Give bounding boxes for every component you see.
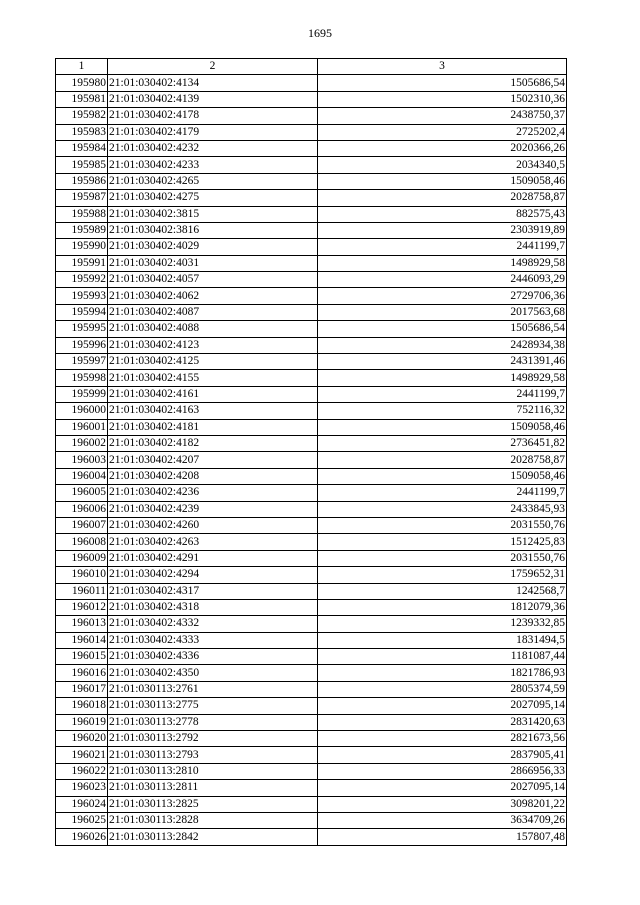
cadastral-number: 21:01:030402:4139 bbox=[108, 91, 318, 107]
cadastral-number: 21:01:030402:4182 bbox=[108, 435, 318, 451]
row-number: 196012 bbox=[56, 599, 108, 615]
table-row bbox=[56, 550, 567, 566]
cadastral-value: 1242568,7 bbox=[318, 583, 567, 599]
table-row bbox=[56, 583, 567, 599]
table-row bbox=[56, 501, 567, 517]
row-number: 196021 bbox=[56, 747, 108, 763]
row-number: 196008 bbox=[56, 534, 108, 550]
row-number: 195983 bbox=[56, 124, 108, 140]
row-number: 196018 bbox=[56, 698, 108, 714]
table-row bbox=[56, 632, 567, 648]
row-number: 195980 bbox=[56, 75, 108, 91]
cadastral-number: 21:01:030402:3816 bbox=[108, 222, 318, 238]
cadastral-value: 2438750,37 bbox=[318, 108, 567, 124]
table-row bbox=[56, 239, 567, 255]
cadastral-number: 21:01:030113:2792 bbox=[108, 731, 318, 747]
row-number: 196026 bbox=[56, 829, 108, 845]
table-row bbox=[56, 714, 567, 730]
cadastral-number: 21:01:030402:4275 bbox=[108, 190, 318, 206]
cadastral-value: 1498929,58 bbox=[318, 255, 567, 271]
row-number: 196005 bbox=[56, 485, 108, 501]
cadastral-value: 752116,32 bbox=[318, 403, 567, 419]
cadastral-number: 21:01:030402:4088 bbox=[108, 321, 318, 337]
row-number: 196003 bbox=[56, 452, 108, 468]
table-row bbox=[56, 485, 567, 501]
cadastral-value: 1759652,31 bbox=[318, 567, 567, 583]
row-number: 196016 bbox=[56, 665, 108, 681]
cadastral-number: 21:01:030402:4125 bbox=[108, 354, 318, 370]
cadastral-value: 2821673,56 bbox=[318, 731, 567, 747]
row-number: 195993 bbox=[56, 288, 108, 304]
cadastral-number: 21:01:030402:4207 bbox=[108, 452, 318, 468]
row-number: 196019 bbox=[56, 714, 108, 730]
row-number: 196007 bbox=[56, 517, 108, 533]
cadastral-number: 21:01:030402:4155 bbox=[108, 370, 318, 386]
row-number: 196013 bbox=[56, 616, 108, 632]
row-number: 195997 bbox=[56, 354, 108, 370]
table-row bbox=[56, 649, 567, 665]
row-number: 195991 bbox=[56, 255, 108, 271]
cadastral-number: 21:01:030402:4057 bbox=[108, 272, 318, 288]
cadastral-value: 1505686,54 bbox=[318, 75, 567, 91]
table-row bbox=[56, 124, 567, 140]
row-number: 195992 bbox=[56, 272, 108, 288]
table-row bbox=[56, 288, 567, 304]
cadastral-value: 1498929,58 bbox=[318, 370, 567, 386]
table-row bbox=[56, 812, 567, 828]
cadastral-number: 21:01:030402:4134 bbox=[108, 75, 318, 91]
table-row bbox=[56, 354, 567, 370]
cadastral-number: 21:01:030402:4263 bbox=[108, 534, 318, 550]
row-number: 195985 bbox=[56, 157, 108, 173]
cadastral-number: 21:01:030113:2825 bbox=[108, 796, 318, 812]
cadastral-number: 21:01:030402:4031 bbox=[108, 255, 318, 271]
table-row bbox=[56, 304, 567, 320]
row-number: 195994 bbox=[56, 304, 108, 320]
cadastral-value: 2433845,93 bbox=[318, 501, 567, 517]
table-row bbox=[56, 222, 567, 238]
table-row bbox=[56, 206, 567, 222]
table-row bbox=[56, 780, 567, 796]
cadastral-value: 2805374,59 bbox=[318, 681, 567, 697]
row-number: 196010 bbox=[56, 567, 108, 583]
row-number: 195998 bbox=[56, 370, 108, 386]
table-row bbox=[56, 173, 567, 189]
column-header-2: 2 bbox=[108, 59, 318, 75]
cadastral-value: 1181087,44 bbox=[318, 649, 567, 665]
row-number: 196025 bbox=[56, 812, 108, 828]
cadastral-value: 2837905,41 bbox=[318, 747, 567, 763]
row-number: 195986 bbox=[56, 173, 108, 189]
row-number: 195981 bbox=[56, 91, 108, 107]
table-row bbox=[56, 157, 567, 173]
table-row bbox=[56, 517, 567, 533]
cadastral-value: 2303919,89 bbox=[318, 222, 567, 238]
cadastral-number: 21:01:030402:4233 bbox=[108, 157, 318, 173]
row-number: 196000 bbox=[56, 403, 108, 419]
cadastral-value: 1509058,46 bbox=[318, 173, 567, 189]
row-number: 196011 bbox=[56, 583, 108, 599]
page-number: 1695 bbox=[308, 26, 332, 40]
table-row bbox=[56, 370, 567, 386]
cadastral-number: 21:01:030402:4294 bbox=[108, 567, 318, 583]
cadastral-value: 2446093,29 bbox=[318, 272, 567, 288]
cadastral-number: 21:01:030402:4208 bbox=[108, 468, 318, 484]
table-row bbox=[56, 616, 567, 632]
cadastral-value: 1505686,54 bbox=[318, 321, 567, 337]
cadastral-number: 21:01:030402:4062 bbox=[108, 288, 318, 304]
row-number: 196009 bbox=[56, 550, 108, 566]
cadastral-value: 1239332,85 bbox=[318, 616, 567, 632]
cadastral-value: 1512425,83 bbox=[318, 534, 567, 550]
row-number: 195988 bbox=[56, 206, 108, 222]
row-number: 196002 bbox=[56, 435, 108, 451]
cadastral-number: 21:01:030402:4163 bbox=[108, 403, 318, 419]
cadastral-number: 21:01:030402:4333 bbox=[108, 632, 318, 648]
table-row bbox=[56, 321, 567, 337]
row-number: 196017 bbox=[56, 681, 108, 697]
table-row bbox=[56, 419, 567, 435]
row-number: 195995 bbox=[56, 321, 108, 337]
cadastral-value: 2831420,63 bbox=[318, 714, 567, 730]
row-number: 196023 bbox=[56, 780, 108, 796]
cadastral-number: 21:01:030113:2775 bbox=[108, 698, 318, 714]
row-number: 196015 bbox=[56, 649, 108, 665]
table-row bbox=[56, 681, 567, 697]
cadastral-number: 21:01:030113:2793 bbox=[108, 747, 318, 763]
table-row bbox=[56, 452, 567, 468]
row-number: 196004 bbox=[56, 468, 108, 484]
row-number: 195989 bbox=[56, 222, 108, 238]
cadastral-value: 2441199,7 bbox=[318, 239, 567, 255]
cadastral-number: 21:01:030402:4317 bbox=[108, 583, 318, 599]
cadastral-value: 2431391,46 bbox=[318, 354, 567, 370]
cadastral-value: 2441199,7 bbox=[318, 485, 567, 501]
cadastral-number: 21:01:030402:4232 bbox=[108, 140, 318, 156]
table-row bbox=[56, 140, 567, 156]
column-header-1: 1 bbox=[56, 59, 108, 75]
cadastral-value: 157807,48 bbox=[318, 829, 567, 845]
cadastral-value: 2027095,14 bbox=[318, 780, 567, 796]
cadastral-number: 21:01:030402:4350 bbox=[108, 665, 318, 681]
table-row bbox=[56, 534, 567, 550]
table-row bbox=[56, 796, 567, 812]
cadastral-value: 3098201,22 bbox=[318, 796, 567, 812]
cadastral-value: 1812079,36 bbox=[318, 599, 567, 615]
row-number: 196020 bbox=[56, 731, 108, 747]
table-row bbox=[56, 599, 567, 615]
cadastral-value: 2027095,14 bbox=[318, 698, 567, 714]
cadastral-number: 21:01:030402:4029 bbox=[108, 239, 318, 255]
table-row bbox=[56, 403, 567, 419]
row-number: 196001 bbox=[56, 419, 108, 435]
cadastral-value: 1509058,46 bbox=[318, 468, 567, 484]
table-body bbox=[56, 75, 567, 845]
cadastral-number: 21:01:030402:4123 bbox=[108, 337, 318, 353]
table-row bbox=[56, 91, 567, 107]
table-row bbox=[56, 255, 567, 271]
cadastral-number: 21:01:030402:4265 bbox=[108, 173, 318, 189]
cadastral-value: 2428934,38 bbox=[318, 337, 567, 353]
row-number: 196022 bbox=[56, 763, 108, 779]
cadastral-value: 2729706,36 bbox=[318, 288, 567, 304]
cadastral-value: 1509058,46 bbox=[318, 419, 567, 435]
cadastral-number: 21:01:030402:4239 bbox=[108, 501, 318, 517]
cadastral-value: 2034340,5 bbox=[318, 157, 567, 173]
row-number: 195999 bbox=[56, 386, 108, 402]
row-number: 195996 bbox=[56, 337, 108, 353]
cadastral-value: 2031550,76 bbox=[318, 517, 567, 533]
table-row bbox=[56, 763, 567, 779]
row-number: 196024 bbox=[56, 796, 108, 812]
cadastral-number: 21:01:030402:4260 bbox=[108, 517, 318, 533]
table-row bbox=[56, 272, 567, 288]
cadastral-value: 1831494,5 bbox=[318, 632, 567, 648]
header-row bbox=[56, 59, 567, 75]
row-number: 195984 bbox=[56, 140, 108, 156]
cadastral-value: 3634709,26 bbox=[318, 812, 567, 828]
row-number: 195982 bbox=[56, 108, 108, 124]
cadastral-value: 2725202,4 bbox=[318, 124, 567, 140]
cadastral-number: 21:01:030113:2828 bbox=[108, 812, 318, 828]
cadastral-number: 21:01:030402:4318 bbox=[108, 599, 318, 615]
cadastral-number: 21:01:030402:4236 bbox=[108, 485, 318, 501]
cadastral-value: 2028758,87 bbox=[318, 190, 567, 206]
cadastral-value: 2017563,68 bbox=[318, 304, 567, 320]
row-number: 196006 bbox=[56, 501, 108, 517]
table-row bbox=[56, 731, 567, 747]
row-number: 196014 bbox=[56, 632, 108, 648]
cadastral-number: 21:01:030402:4178 bbox=[108, 108, 318, 124]
cadastral-value: 2441199,7 bbox=[318, 386, 567, 402]
cadastral-number: 21:01:030113:2761 bbox=[108, 681, 318, 697]
table-row bbox=[56, 665, 567, 681]
table-row bbox=[56, 468, 567, 484]
table-row bbox=[56, 75, 567, 91]
table-row bbox=[56, 337, 567, 353]
cadastral-value: 882575,43 bbox=[318, 206, 567, 222]
row-number: 195987 bbox=[56, 190, 108, 206]
data-table bbox=[55, 58, 567, 846]
column-header-3: 3 bbox=[318, 59, 567, 75]
cadastral-number: 21:01:030402:4291 bbox=[108, 550, 318, 566]
table-row bbox=[56, 386, 567, 402]
cadastral-number: 21:01:030402:4179 bbox=[108, 124, 318, 140]
cadastral-number: 21:01:030113:2778 bbox=[108, 714, 318, 730]
cadastral-number: 21:01:030402:4336 bbox=[108, 649, 318, 665]
cadastral-value: 2031550,76 bbox=[318, 550, 567, 566]
cadastral-number: 21:01:030402:4087 bbox=[108, 304, 318, 320]
cadastral-value: 2028758,87 bbox=[318, 452, 567, 468]
cadastral-number: 21:01:030402:4161 bbox=[108, 386, 318, 402]
row-number: 195990 bbox=[56, 239, 108, 255]
table-row bbox=[56, 829, 567, 845]
cadastral-number: 21:01:030113:2810 bbox=[108, 763, 318, 779]
table-row bbox=[56, 435, 567, 451]
table-row bbox=[56, 108, 567, 124]
table-row bbox=[56, 567, 567, 583]
cadastral-value: 2866956,33 bbox=[318, 763, 567, 779]
cadastral-number: 21:01:030402:4332 bbox=[108, 616, 318, 632]
table-row bbox=[56, 698, 567, 714]
cadastral-number: 21:01:030113:2842 bbox=[108, 829, 318, 845]
cadastral-value: 2736451,82 bbox=[318, 435, 567, 451]
table-row bbox=[56, 190, 567, 206]
cadastral-number: 21:01:030402:4181 bbox=[108, 419, 318, 435]
table-row bbox=[56, 747, 567, 763]
cadastral-number: 21:01:030113:2811 bbox=[108, 780, 318, 796]
cadastral-value: 1502310,36 bbox=[318, 91, 567, 107]
cadastral-value: 2020366,26 bbox=[318, 140, 567, 156]
cadastral-number: 21:01:030402:3815 bbox=[108, 206, 318, 222]
cadastral-value: 1821786,93 bbox=[318, 665, 567, 681]
